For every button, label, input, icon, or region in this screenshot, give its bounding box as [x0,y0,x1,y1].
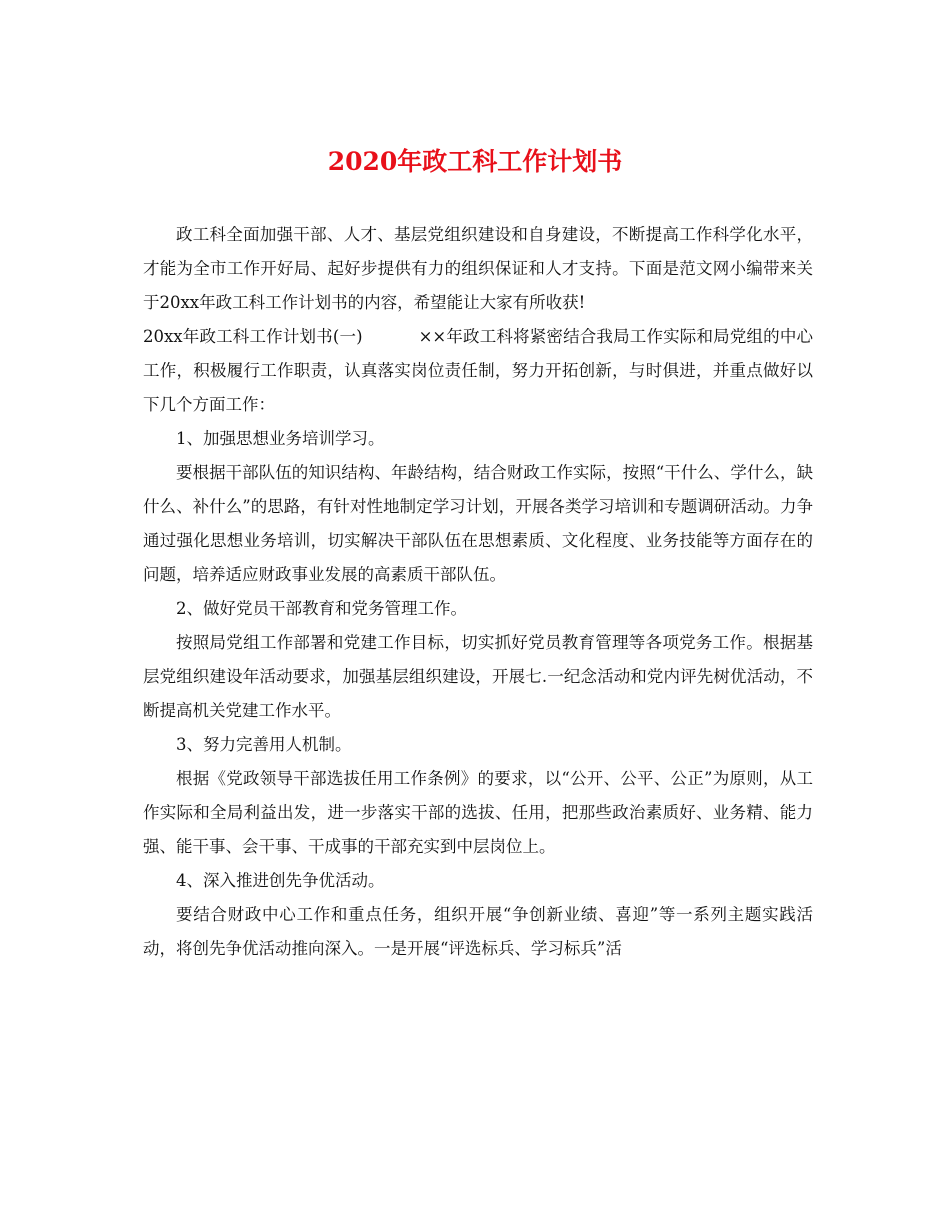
intro-paragraph: 政工科全面加强干部、人才、基层党组织建设和自身建设，不断提高工作科学化水平，才能为全市工作开好局、起好步提供有力的组织保证和人才支持。下面是范文网小编带来关于20xx年政工科工作计划书的内容，希望能让大家有所收获! [143,225,813,312]
item-4-text: 要结合财政中心工作和重点任务，组织开展“争创新业绩、喜迎”等一系列主题实践活动，将创先争优活动推向深入。一是开展“评选标兵、学习标兵”活 [143,905,813,958]
section-lead: ××年政工科将紧密结合我局工作实际和局党组的中心工作，积极履行工作职责，认真落实岗位责任制，努力开拓创新，与时俱进，并重点做好以下几个方面工作： [143,327,814,414]
section-paragraph [143,320,813,422]
item-2-heading: 2、做好党员干部教育和党务管理工作。 [176,599,467,618]
document-body [143,218,813,966]
item-3-heading: 3、努力完善用人机制。 [176,735,352,754]
item-4-heading: 4、深入推进创先争优活动。 [176,871,385,890]
item-1-text: 要根据干部队伍的知识结构、年龄结构，结合财政工作实际，按照“干什么、学什么，缺什么、补什么”的思路，有针对性地制定学习计划，开展各类学习培训和专题调研活动。力争通过强化思想业务培训，切实解决干部队伍在思想素质、文化程度、业务技能等方面存在的问题，培养适应财政事业发展的高素质干部队伍。 [143,463,813,584]
item-2-text: 按照局党组工作部署和党建工作目标，切实抓好党员教育管理等各项党务工作。根据基层党组织建设年活动要求，加强基层组织建设，开展七.一纪念活动和党内评先树优活动，不断提高机关党建工作水平。 [143,633,813,720]
document-title: 2020年政工科工作计划书 [327,147,623,176]
item-1-heading: 1、加强思想业务培训学习。 [176,429,385,448]
section-heading: 20xx年政工科工作计划书(一) [143,327,363,346]
item-3-text: 根据《党政领导干部选拔任用工作条例》的要求，以“公开、公平、公正”为原则，从工作实际和全局利益出发，进一步落实干部的选拔、任用，把那些政治素质好、业务精、能力强、能干事、会干事、干成事的干部充实到中层岗位上。 [143,769,813,856]
